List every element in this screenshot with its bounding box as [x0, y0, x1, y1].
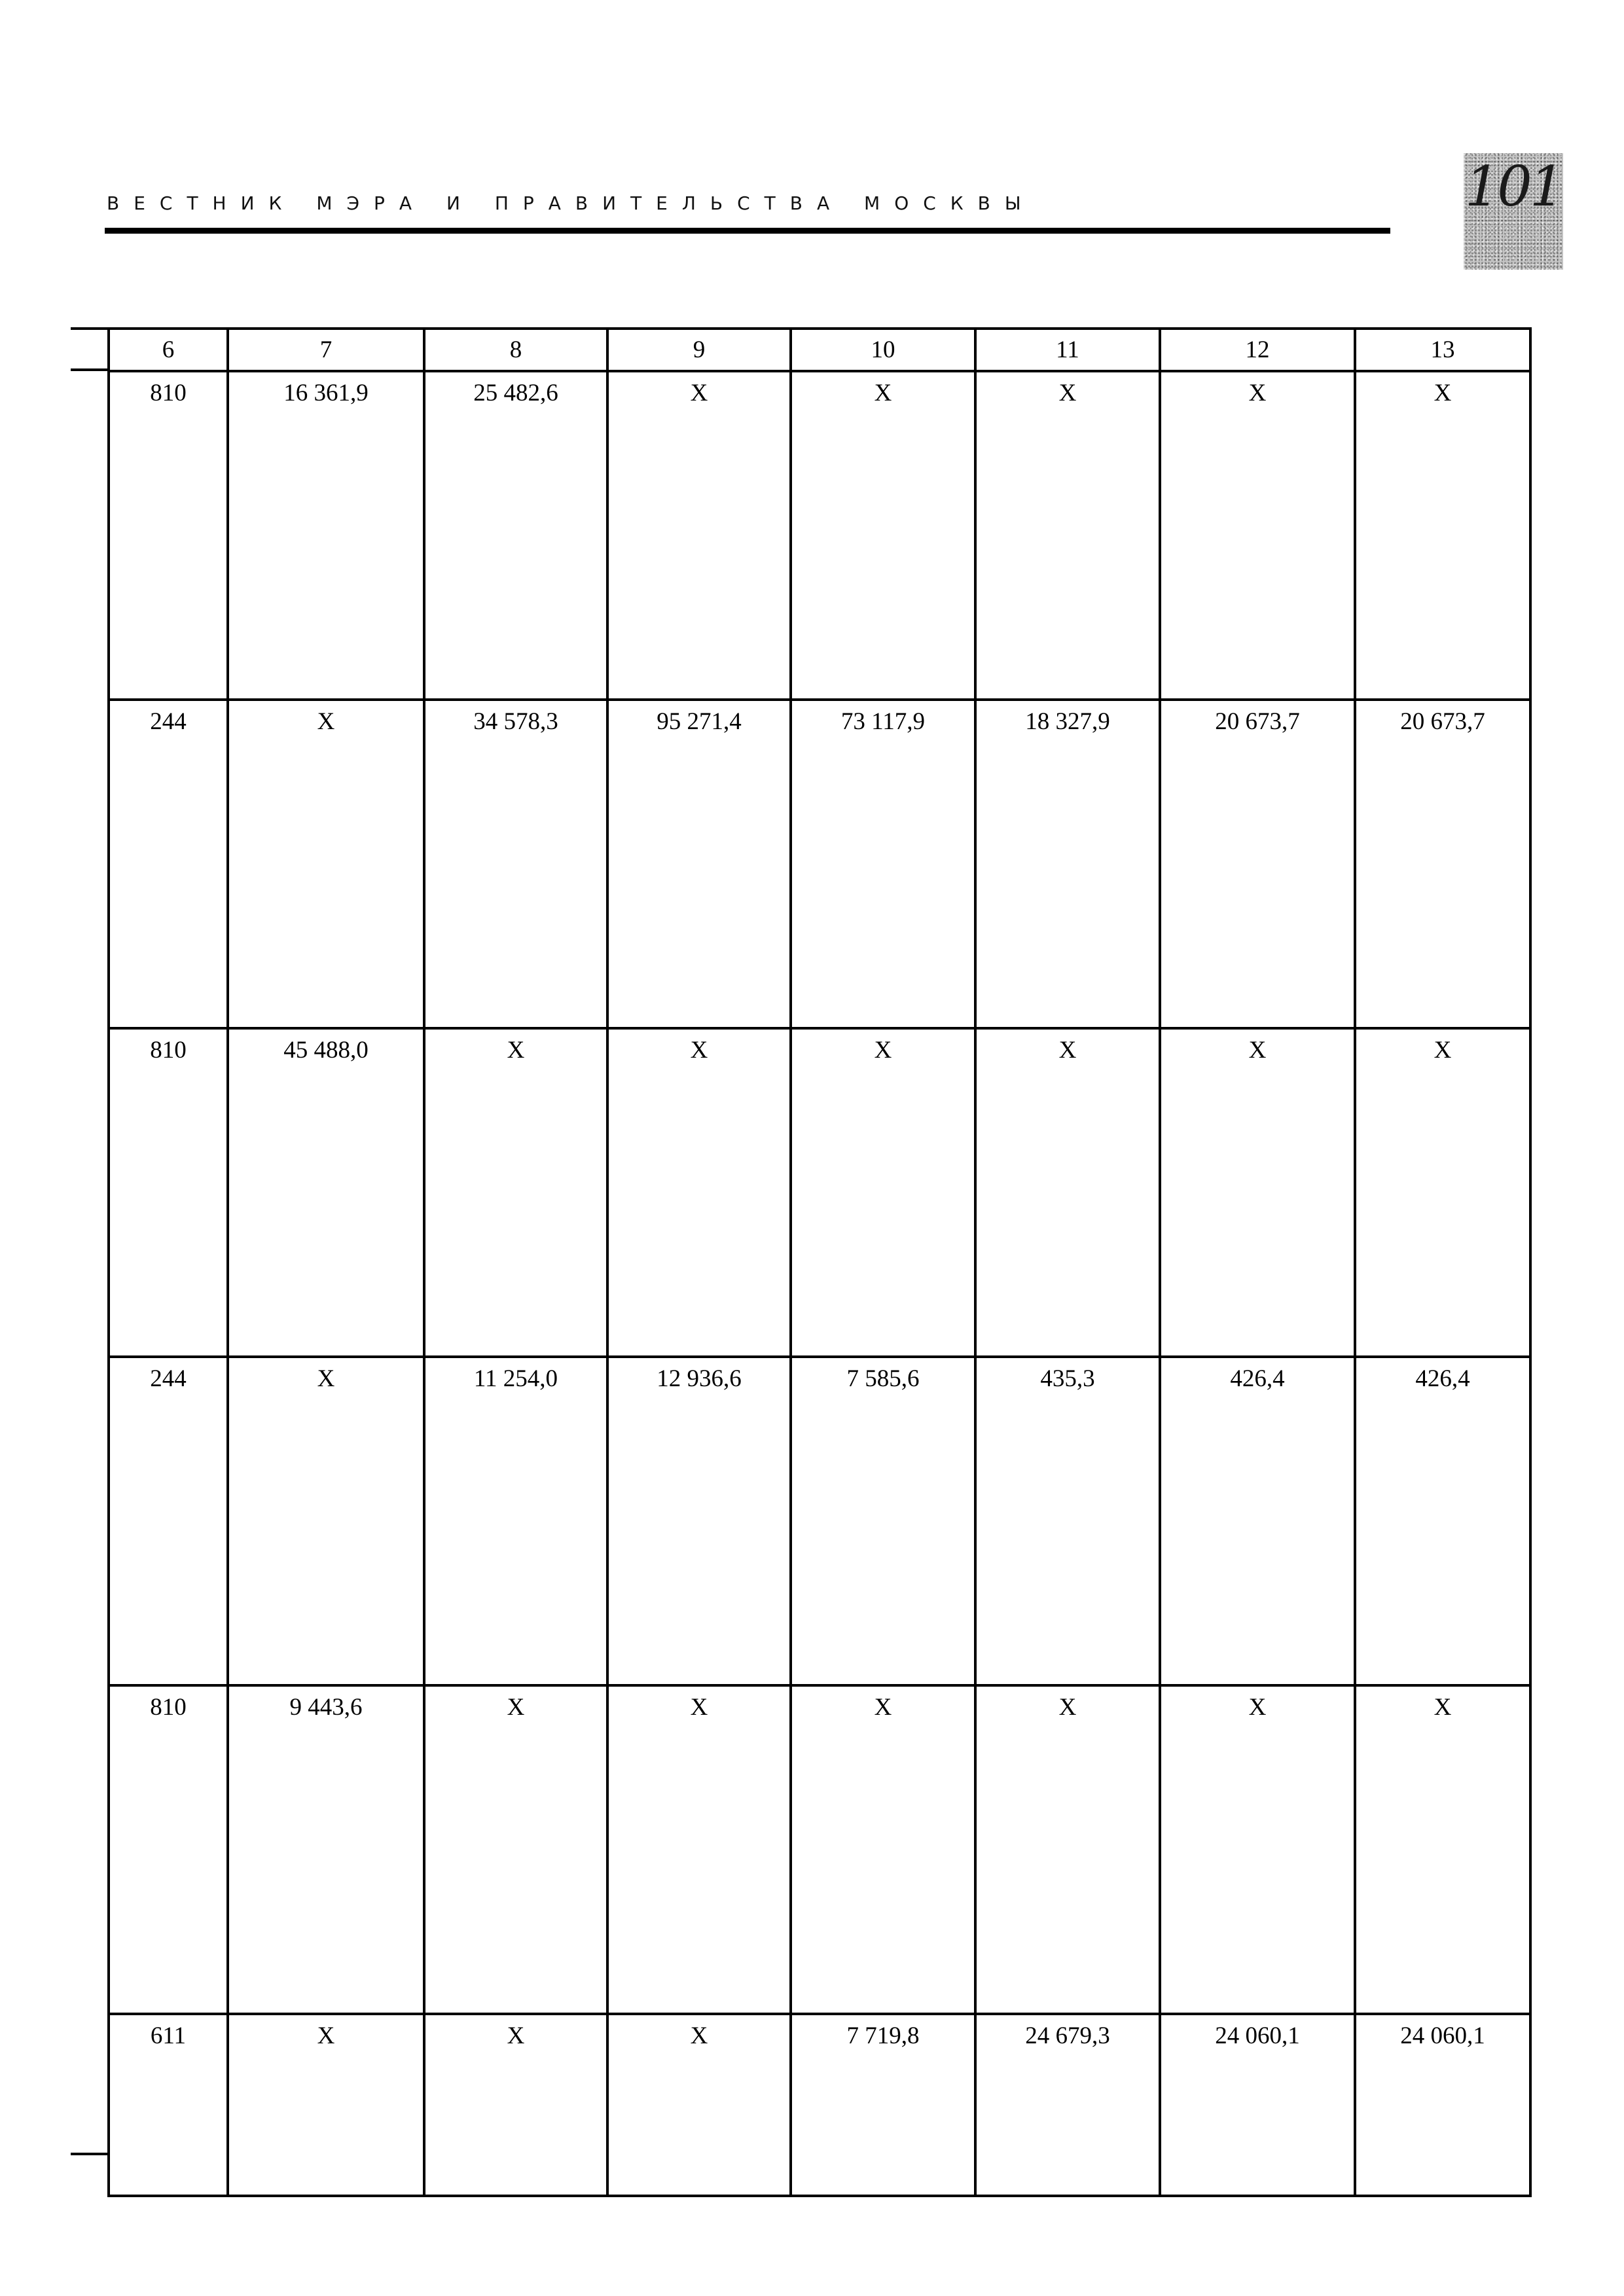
table-cell: X: [1355, 1028, 1530, 1357]
table-row: [109, 700, 1530, 1028]
table-cell: 34 578,3: [424, 700, 607, 1028]
table-cell: 24 060,1: [1160, 2014, 1355, 2196]
table-cell: X: [791, 1028, 975, 1357]
table-cell: X: [791, 1685, 975, 2014]
table-cell: 9 443,6: [228, 1685, 424, 2014]
column-header: 7: [228, 329, 424, 371]
table-cell: 20 673,7: [1160, 700, 1355, 1028]
table-cell: X: [424, 1028, 607, 1357]
table-cell: X: [607, 371, 791, 700]
table-header-row: [109, 329, 1530, 371]
table-cell: X: [424, 2014, 607, 2196]
table-cell: X: [1355, 1685, 1530, 2014]
table-cell: 426,4: [1355, 1357, 1530, 1685]
table-cell: X: [975, 371, 1160, 700]
page-number-badge: [1464, 153, 1563, 270]
table-cell: 244: [109, 700, 228, 1028]
column-header: 12: [1160, 329, 1355, 371]
table-cell: 426,4: [1160, 1357, 1355, 1685]
table-cell: X: [607, 1685, 791, 2014]
table-left-stub-bottom: [71, 2153, 110, 2155]
table-cell: X: [791, 371, 975, 700]
table-cell: 20 673,7: [1355, 700, 1530, 1028]
table-cell: 45 488,0: [228, 1028, 424, 1357]
table-cell: X: [607, 1028, 791, 1357]
table-cell: 435,3: [975, 1357, 1160, 1685]
table-row: [109, 1357, 1530, 1685]
table-cell: 7 585,6: [791, 1357, 975, 1685]
table-cell: 11 254,0: [424, 1357, 607, 1685]
table-left-stub-head: [71, 368, 110, 371]
table-row: [109, 371, 1530, 700]
table-row: [109, 2014, 1530, 2196]
table-cell: 95 271,4: [607, 700, 791, 1028]
table-cell: X: [1160, 1685, 1355, 2014]
table-cell: X: [228, 1357, 424, 1685]
table-cell: 611: [109, 2014, 228, 2196]
table-cell: X: [1355, 371, 1530, 700]
table-cell: 73 117,9: [791, 700, 975, 1028]
table-row: [109, 1685, 1530, 2014]
table-cell: 7 719,8: [791, 2014, 975, 2196]
table-cell: X: [607, 2014, 791, 2196]
table-cell: 810: [109, 371, 228, 700]
table-cell: 24 679,3: [975, 2014, 1160, 2196]
column-header: 9: [607, 329, 791, 371]
table-cell: 16 361,9: [228, 371, 424, 700]
table-cell: X: [1160, 371, 1355, 700]
column-header: 11: [975, 329, 1160, 371]
column-header: 10: [791, 329, 975, 371]
column-header: 6: [109, 329, 228, 371]
table-left-stub-top: [71, 327, 110, 330]
table-cell: 810: [109, 1028, 228, 1357]
table-cell: 12 936,6: [607, 1357, 791, 1685]
table-cell: X: [1160, 1028, 1355, 1357]
table-row: [109, 1028, 1530, 1357]
table-cell: 810: [109, 1685, 228, 2014]
page-number: 101: [1464, 154, 1562, 219]
table-cell: X: [975, 1685, 1160, 2014]
header-rule: [105, 228, 1390, 234]
budget-table: [107, 327, 1532, 2197]
table-cell: X: [424, 1685, 607, 2014]
column-header: 13: [1355, 329, 1530, 371]
journal-title: ВЕСТНИК МЭРА И ПРАВИТЕЛЬСТВА МОСКВЫ: [107, 192, 1036, 214]
column-header: 8: [424, 329, 607, 371]
table-cell: 24 060,1: [1355, 2014, 1530, 2196]
table-cell: X: [975, 1028, 1160, 1357]
table-cell: X: [228, 2014, 424, 2196]
table-cell: 25 482,6: [424, 371, 607, 700]
table-cell: 18 327,9: [975, 700, 1160, 1028]
table-cell: X: [228, 700, 424, 1028]
table-cell: 244: [109, 1357, 228, 1685]
